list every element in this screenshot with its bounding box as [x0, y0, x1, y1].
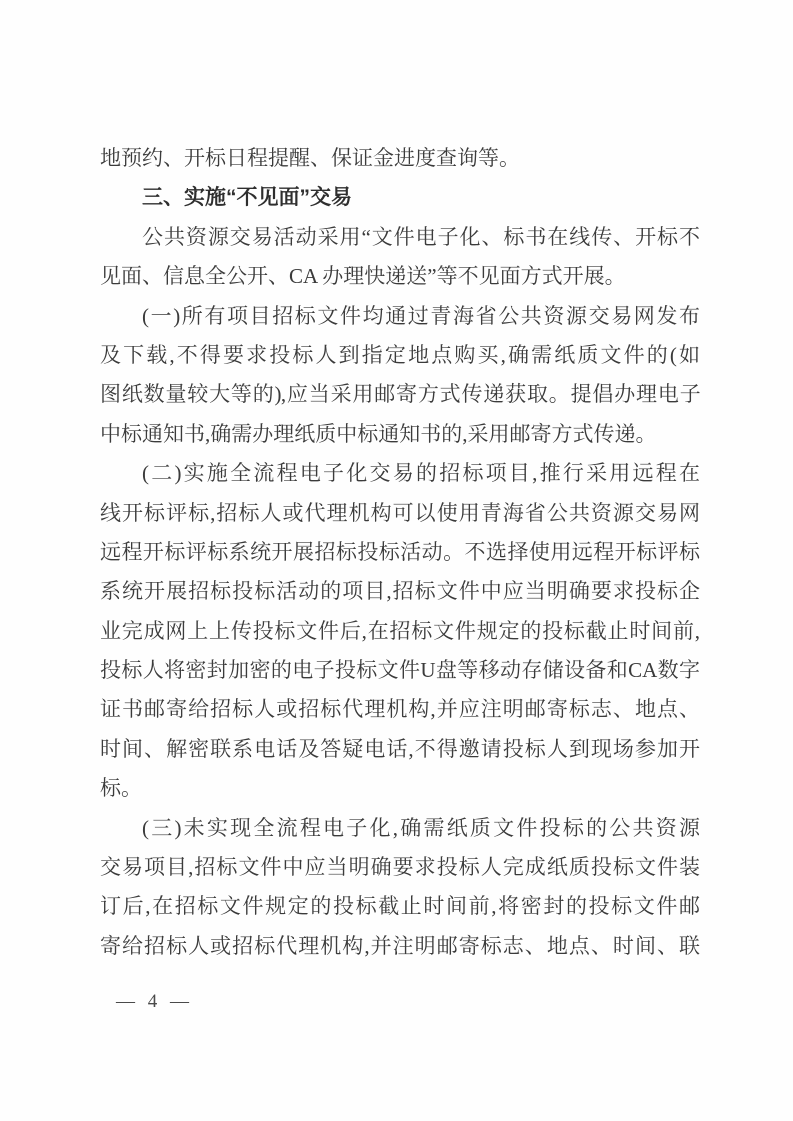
section-3-heading: 三、实施“不见面”交易: [142, 186, 352, 210]
body-line: 订后,在招标文件规定的投标截止时间前,将密封的投标文件邮: [100, 894, 700, 919]
body-line: (一)所有项目招标文件均通过青海省公共资源交易网发布: [142, 303, 700, 328]
body-line: 线开标评标,招标人或代理机构可以使用青海省公共资源交易网: [100, 500, 700, 525]
body-line: 交易项目,招标文件中应当明确要求投标人完成纸质投标文件装: [100, 855, 700, 880]
body-line: 地预约、开标日程提醒、保证金进度查询等。: [100, 146, 520, 170]
body-line: 公共资源交易活动采用“文件电子化、标书在线传、开标不: [142, 224, 700, 249]
body-line: 系统开展招标投标活动的项目,招标文件中应当明确要求投标企: [100, 579, 700, 604]
body-line: 业完成网上上传投标文件后,在招标文件规定的投标截止时间前,: [100, 618, 700, 643]
body-line: 时间、解密联系电话及答疑电话,不得邀请投标人到现场参加开: [100, 736, 700, 761]
body-line: 见面、信息全公开、CA 办理快递送”等不见面方式开展。: [100, 264, 626, 289]
body-line: 图纸数量较大等的),应当采用邮寄方式传递获取。提倡办理电子: [100, 382, 700, 407]
body-line: 寄给招标人或招标代理机构,并注明邮寄标志、地点、时间、联: [100, 933, 700, 958]
body-line: 证书邮寄给招标人或招标代理机构,并应注明邮寄标志、地点、: [100, 697, 700, 722]
body-line: 标。: [100, 776, 142, 801]
body-line: (三)未实现全流程电子化,确需纸质文件投标的公共资源: [142, 815, 700, 840]
document-body: [100, 139, 700, 966]
body-line: 投标人将密封加密的电子投标文件U盘等移动存储设备和CA数字: [100, 658, 700, 683]
body-line: 及下载,不得要求投标人到指定地点购买,确需纸质文件的(如: [100, 342, 700, 367]
body-line: (二)实施全流程电子化交易的招标项目,推行采用远程在: [142, 461, 700, 486]
body-line: 中标通知书,确需办理纸质中标通知书的,采用邮寄方式传递。: [100, 421, 657, 446]
body-line: 远程开标评标系统开展招标投标活动。不选择使用远程开标评标: [100, 539, 700, 564]
page-number: — 4 —: [116, 991, 193, 1012]
